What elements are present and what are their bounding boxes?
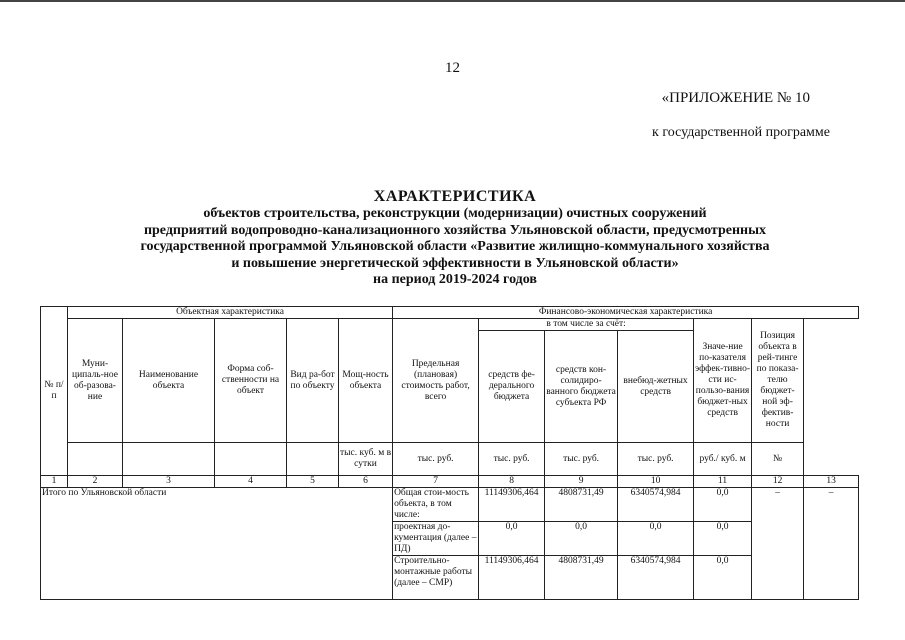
header-indicator: Значе-ние по-казателя эффек-тивно-сти ис-пользо-вания бюджет-ных средств (694, 319, 752, 443)
row-label: проектная до-кументация (далее – ПД) (393, 522, 479, 556)
cell-extra: 0,0 (694, 488, 752, 522)
cell-regional: 6340574,984 (618, 488, 694, 522)
title-line: государственной программой Ульяновской области «Развитие жилищно-коммунального хозяйства (140, 239, 770, 254)
page-number: 12 (445, 60, 460, 76)
characteristics-table (40, 306, 859, 600)
title-line: объектов строительства, реконструкции (модернизации) очистных сооружений (203, 206, 707, 221)
header-ownership: Форма соб-ственности на объект (215, 319, 287, 443)
column-number: 4 (215, 476, 287, 488)
cell-regional: 0,0 (618, 522, 694, 556)
title-line: и повышение энергетической эффективности в Ульяновской области» (231, 255, 679, 271)
unit-rating: № (752, 443, 804, 476)
column-number: 9 (545, 476, 618, 488)
unit-federal: тыс. руб. (479, 443, 545, 476)
header-cost: Предельная (плановая) стоимость работ, всего (393, 319, 479, 443)
header-municipality: Муни-ципаль-ное об-разова-ние (68, 319, 123, 443)
unit-capacity: тыс. куб. м в сутки (339, 443, 393, 476)
group-including: в том числе за счёт: (479, 319, 694, 331)
unit-regional: тыс. руб. (545, 443, 618, 476)
cell-cost: 11149306,464 (479, 556, 545, 600)
column-number: 7 (393, 476, 479, 488)
unit-extra: тыс. руб. (618, 443, 694, 476)
header-regional: средств кон-солидиро-ванного бюджета субъекта РФ (545, 331, 618, 443)
cell-indicator: – (752, 488, 804, 600)
column-number: 10 (618, 476, 694, 488)
cell-extra: 0,0 (694, 522, 752, 556)
cell-federal: 4808731,49 (545, 556, 618, 600)
cell-regional: 6340574,984 (618, 556, 694, 600)
column-number: 8 (479, 476, 545, 488)
column-number: 13 (804, 476, 859, 488)
cell-extra: 0,0 (694, 556, 752, 600)
document-title (40, 188, 870, 289)
scan-top-border (0, 0, 905, 2)
row-label: Общая стои-мость объекта, в том числе: (393, 488, 479, 522)
column-number: 1 (41, 476, 68, 488)
cell-federal: 4808731,49 (545, 488, 618, 522)
cell-rating: – (804, 488, 859, 600)
program-label: к государственной программе (652, 125, 830, 140)
column-number: 6 (339, 476, 393, 488)
header-num: № п/п (41, 307, 68, 476)
column-number: 2 (68, 476, 123, 488)
header-extra: внебюд-жетных средств (618, 331, 694, 443)
cell-cost: 11149306,464 (479, 488, 545, 522)
cell-federal: 0,0 (545, 522, 618, 556)
header-federal: средств фе-дерального бюджета (479, 331, 545, 443)
title-line: предприятий водопроводно-канализационного хозяйства Ульяновской области, предусмотренных (143, 222, 767, 238)
header-name: Наименование объекта (123, 319, 215, 443)
group-object: Объектная характеристика (68, 307, 393, 319)
column-number: 3 (123, 476, 215, 488)
group-finance: Финансово-экономическая характеристика (393, 307, 859, 319)
appendix-label: «ПРИЛОЖЕНИЕ № 10 (661, 90, 810, 106)
row-label: Строительно-монтажные работы (далее – СМР) (393, 556, 479, 600)
title-heading: ХАРАКТЕРИСТИКА (373, 188, 537, 205)
column-number: 11 (694, 476, 752, 488)
header-rating: Позиция объекта в рей-тинге по показа-телю бюджет-ной эф-фектив-ности (752, 319, 804, 443)
header-capacity: Мощ-ность объекта (339, 319, 393, 443)
total-label: Итого по Ульяновской области (41, 488, 393, 600)
title-line: на период 2019-2024 годов (373, 272, 537, 287)
header-work-type: Вид ра-бот по объекту (287, 319, 339, 443)
cell-cost: 0,0 (479, 522, 545, 556)
column-number: 5 (287, 476, 339, 488)
unit-cost: тыс. руб. (393, 443, 479, 476)
table-row (41, 488, 859, 522)
column-number: 12 (752, 476, 804, 488)
unit-indicator: руб./ куб. м (694, 443, 752, 476)
